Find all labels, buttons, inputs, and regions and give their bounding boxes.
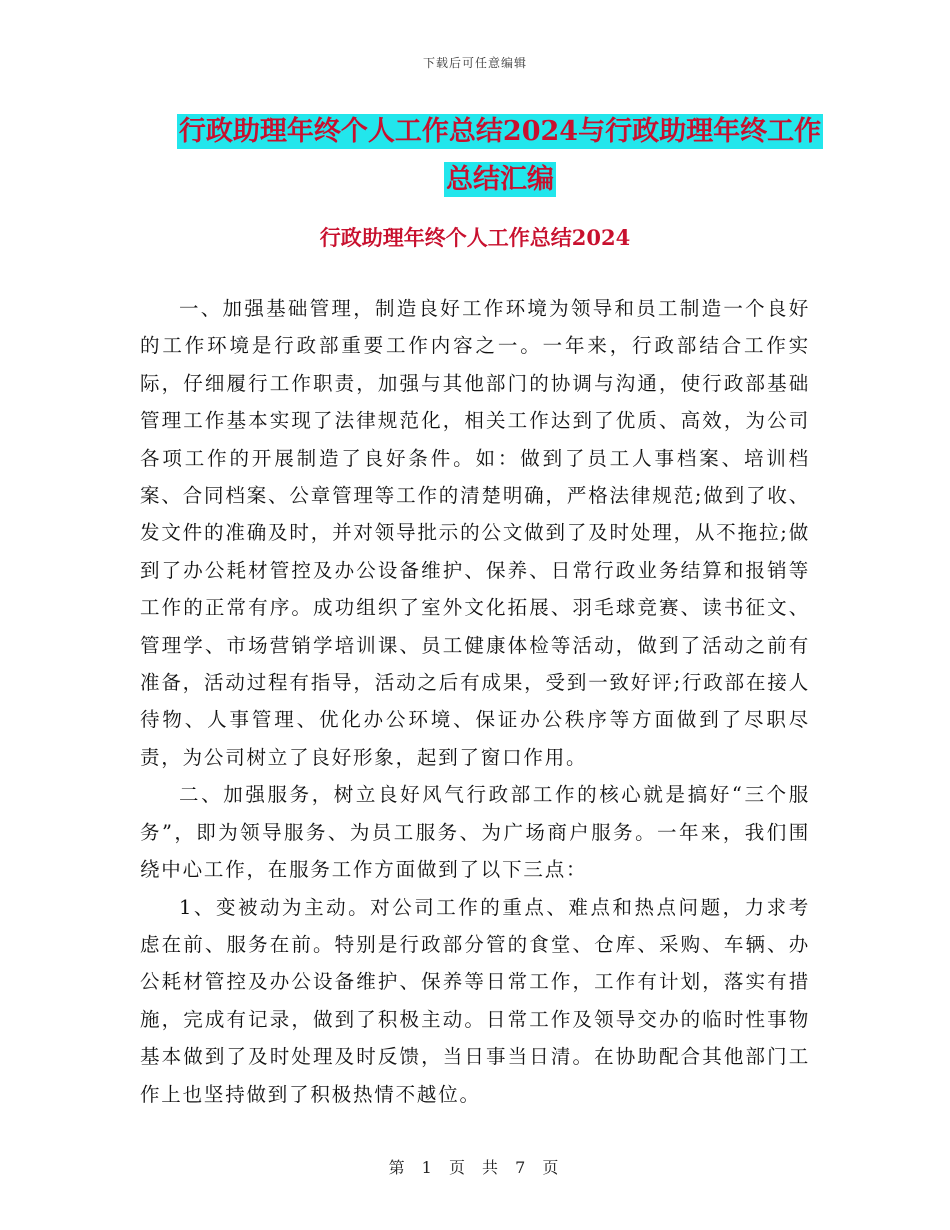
header-note: 下载后可任意编辑	[422, 56, 527, 70]
paragraph-3: 1、变被动为主动。对公司工作的重点、难点和热点问题，力求考虑在前、服务在前。特别是行政部分管的食堂、仓库、采购、车辆、办公耗材管控及办公设备维护、保养等日常工作，工作有计划，落实有措施，完成有记录，做到了积极主动。日常工作及领导交办的临时性事物基本做到了及时处理及时反馈，当日事当日清。在协助配合其他部门工作上也坚持做到了积极热情不越位。	[140, 895, 810, 1106]
document-title	[140, 108, 860, 204]
paragraph-1: 一、加强基础管理，制造良好工作环境为领导和员工制造一个良好的工作环境是行政部重要工作内容之一。一年来，行政部结合工作实际，仔细履行工作职责，加强与其他部门的协调与沟通，使行政部基础管理工作基本实现了法律规范化，相关工作达到了优质、高效，为公司各项工作的开展制造了良好条件。如：做到了员工人事档案、培训档案、合同档案、公章管理等工作的清楚明确，严格法律规范;做到了收、发文件的准确及时，并对领导批示的公文做到了及时处理，从不拖拉;做到了办公耗材管控及办公设备维护、保养、日常行政业务结算和报销等工作的正常有序。成功组织了室外文化拓展、羽毛球竞赛、读书征文、管理学、市场营销学培训课、员工健康体检等活动，做到了活动之前有准备，活动过程有指导，活动之后有成果，受到一致好评;行政部在接人待物、人事管理、优化办公环境、保证办公秩序等方面做到了尽职尽责，为公司树立了良好形象，起到了窗口作用。	[140, 297, 810, 769]
section-subtitle: 行政助理年终个人工作总结2024	[319, 225, 631, 250]
document-body	[140, 290, 810, 1113]
title-line-2: 总结汇编	[446, 164, 554, 195]
paragraph-2: 二、加强服务，树立良好风气行政部工作的核心就是搞好“三个服务”，即为领导服务、为员工服务、为广场商户服务。一年来，我们围绕中心工作，在服务工作方面做到了以下三点：	[140, 783, 810, 882]
page-number: 第 1 页 共 7 页	[388, 1158, 562, 1177]
title-line-1: 行政助理年终个人工作总结2024与行政助理年终工作	[178, 116, 822, 147]
